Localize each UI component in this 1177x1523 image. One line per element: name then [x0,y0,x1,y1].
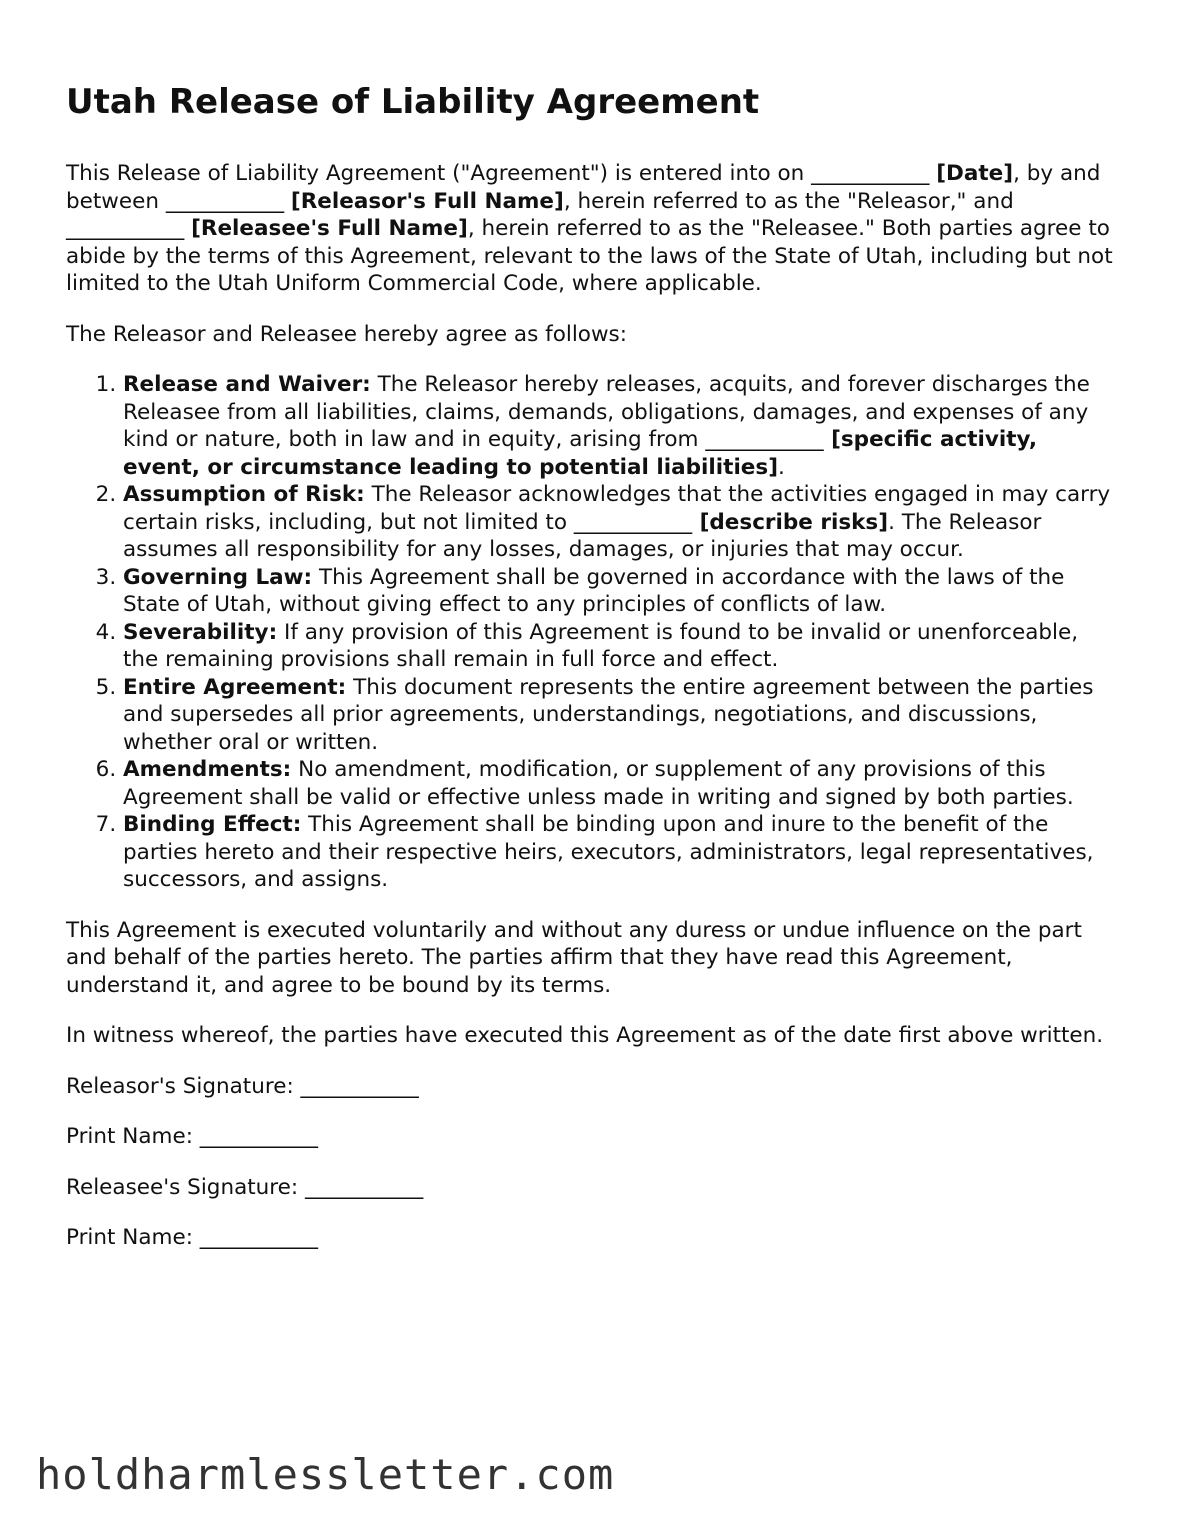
clause-heading: Assumption of Risk: [123,482,365,507]
releasee-print-name-line: Print Name: ___________ [66,1225,319,1250]
document-title: Utah Release of Liability Agreement [66,82,760,122]
date-blank: ___________ [811,161,930,186]
clause-text: No amendment, modification, or supplement of any provisions of this Agreement shall be valid or effective unless made in writing and signed by both parties. [123,757,1074,810]
clause-item [123,756,1116,811]
clause-heading: Amendments: [123,757,292,782]
clause-heading: Release and Waiver: [123,372,371,397]
clause-tail: . [778,454,785,480]
intro-text-2: , by and between [66,161,1101,214]
clause-heading: Governing Law: [123,564,313,590]
releasee-blank: ___________ [66,216,185,241]
closing-paragraph: This Agreement is executed voluntarily and without any duress or undue influence on the part and behalf of the parties hereto. The parties affirm that they have read this Agreement, understand it, and agree to be bound by its terms. [66,917,1082,998]
clause-tail: . The Releasor assumes all responsibility for any losses, damages, or injuries that may occur. [123,509,1042,562]
witness-paragraph: In witness whereof, the parties have executed this Agreement as of the date first above written. [66,1023,1104,1048]
releasor-blank: ___________ [165,188,285,214]
intro-text-4: , herein referred to as the "Releasee." Both parties agree to abide by the terms of this Agreement, relevant to the laws of the State of Utah, including but not limited to the Utah Uniform Commercial Code, where applicable. [66,216,1113,296]
releasor-print-name-line: Print Name: ___________ [66,1124,319,1149]
clause-placeholder: [specific activity, event, or circumstance leading to potential liabilities] [123,427,1038,480]
releasor-signature-line: Releasor's Signature: ___________ [66,1073,419,1099]
clause-blank: ___________ [705,427,824,452]
clause-item [123,674,1116,757]
intro-text-1: This Release of Liability Agreement ("Agreement") is entered into on [66,161,812,186]
clause-placeholder: [describe risks] [692,509,889,535]
clause-text: The Releasor acknowledges that the activities engaged in may carry certain risks, including, but not limited to [123,482,1111,535]
lead-paragraph: The Releasor and Releasee hereby agree as follows: [66,321,627,347]
clause-text: This Agreement shall be binding upon and inure to the benefit of the parties hereto and their respective heirs, executors, administrators, legal representatives, successors, and assigns. [123,812,1094,892]
footer-watermark: holdharmlessletter.com [36,1450,615,1499]
clause-text: This document represents the entire agreement between the parties and supersedes all prior agreements, understandings, negotiations, and discussions, whether oral or written. [123,674,1094,755]
intro-paragraph [66,160,1116,298]
intro-text-3: , herein referred to as the "Releasor," and [563,188,1014,214]
clause-item [123,564,1116,619]
document-page [66,78,1116,1275]
clause-heading: Severability: [123,619,278,645]
clause-text: The Releasor hereby releases, acquits, and forever discharges the Releasee from all liabilities, claims, demands, obligations, damages, and expenses of any kind or nature, both in law and in equity, arising from [123,372,1090,452]
clause-heading: Binding Effect: [123,812,302,837]
clause-text: This Agreement shall be governed in accordance with the laws of the State of Utah, without giving effect to any principles of conflicts of law. [123,564,1065,617]
releasee-signature-line: Releasee's Signature: ___________ [66,1174,424,1200]
clause-item [123,371,1116,481]
clause-item [123,811,1116,894]
clause-item [123,619,1116,674]
releasor-placeholder: [Releasor's Full Name] [290,188,564,214]
clause-blank: ___________ [573,509,693,535]
clause-text: If any provision of this Agreement is found to be invalid or unenforceable, the remaining provisions shall remain in full force and effect. [123,619,1079,672]
clause-list [66,371,1116,894]
clause-heading: Entire Agreement: [123,674,347,700]
clause-item [123,481,1116,564]
date-placeholder: [Date] [936,161,1014,186]
releasee-placeholder: [Releasee's Full Name] [191,216,468,241]
